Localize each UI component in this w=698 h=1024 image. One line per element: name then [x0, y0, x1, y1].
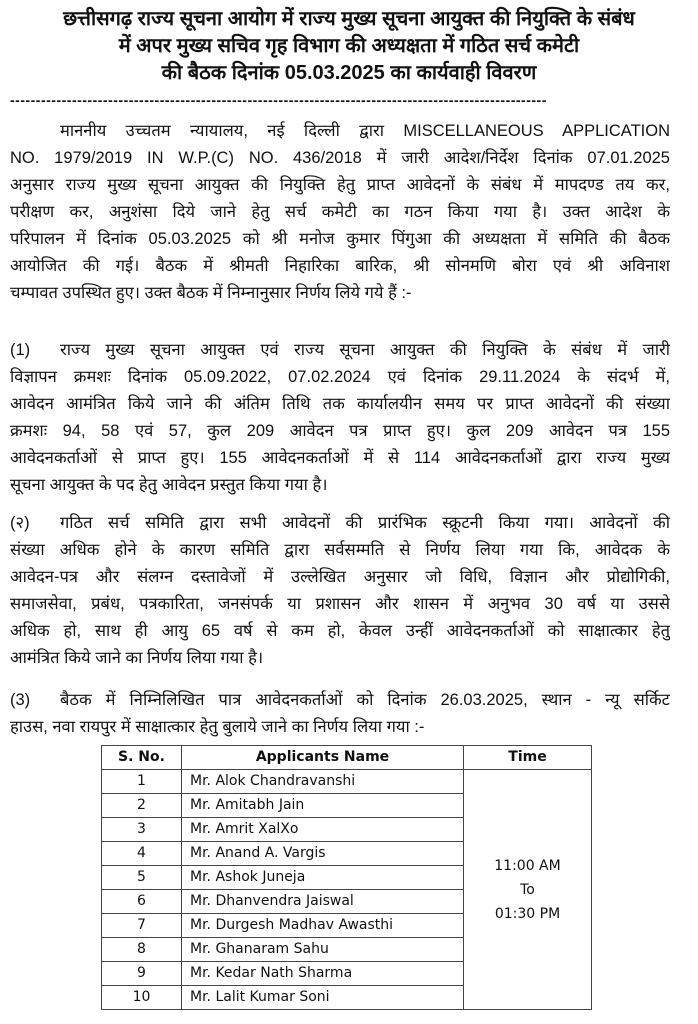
cell-sno: 1 [102, 770, 182, 794]
line-text: माननीय उच्चतम न्यायालय, नई दिल्ली द्वारा MISCELLANEOUS APPLICATION [60, 122, 670, 140]
paragraph-line [10, 687, 670, 714]
paragraph-line [10, 226, 670, 253]
cell-sno: 6 [102, 890, 182, 914]
line-text: समाजसेवा, प्रबंध, पत्रकारिता, जनसंपर्क या प्रशासन और शासन में अनुभव 30 वर्ष या उससे [10, 595, 670, 613]
line-text: आवेदनकर्ताओं से प्राप्त हुए। 155 आवेदनकर्ताओं में से 114 आवेदनकर्ताओं द्वारा राज्य मुख्य [10, 449, 670, 467]
line-text: हाउस, नवा रायपुर में साक्षात्कार हेतु बुलाये जाने का निर्णय लिया गया :- [10, 718, 425, 736]
cell-sno: 7 [102, 914, 182, 938]
cell-sno: 2 [102, 794, 182, 818]
cell-applicant-name: Mr. Anand A. Vargis [182, 842, 464, 866]
line-text: अधिक हो, साथ ही आयु 65 वर्ष से कम हो, केवल उन्हीं आवेदनकर्ताओं को साक्षात्कार हेतु [10, 622, 670, 640]
paragraph-line [10, 253, 670, 280]
paragraph-line [10, 172, 670, 199]
paragraph-number: (1) [10, 341, 31, 359]
paragraph-number: (3) [10, 691, 31, 709]
cell-applicant-name: Mr. Durgesh Madhav Awasthi [182, 914, 464, 938]
cell-sno: 4 [102, 842, 182, 866]
applicants-table [101, 745, 592, 1010]
line-text: आवेदन आमंत्रित किये जाने की अंतिम तिथि तक कार्यालयीन समय पर प्राप्त आवेदनों की संख्या [10, 395, 670, 413]
paragraph-line [10, 445, 670, 472]
line-text: विज्ञापन क्रमशः दिनांक 05.09.2022, 07.02.2024 एवं दिनांक 29.11.2024 के संदर्भ में, [10, 368, 670, 386]
cell-sno: 8 [102, 938, 182, 962]
line-text: परीक्षण कर, अनुशंसा दिये जाने हेतु सर्च कमेटी का गठन किया गया है। उक्त आदेश के [10, 203, 670, 221]
title-line: की बैठक दिनांक 05.03.2025 का कार्यवाही विवरण [161, 62, 537, 84]
time-to: To [520, 881, 535, 898]
line-text: गठित सर्च समिति द्वारा सभी आवेदनों की प्रारंभिक स्क्रूटनी किया गया। आवेदनों की [60, 514, 670, 532]
cell-applicant-name: Mr. Kedar Nath Sharma [182, 962, 464, 986]
cell-sno: 5 [102, 866, 182, 890]
cell-sno: 3 [102, 818, 182, 842]
separator-line: -------------------------------------------------------------------------------------------------------- [10, 92, 547, 108]
cell-applicant-name: Mr. Ghanaram Sahu [182, 938, 464, 962]
paragraph-line [10, 145, 670, 172]
paragraph-line [10, 418, 670, 445]
cell-sno: 9 [102, 962, 182, 986]
line-text: चम्पावत उपस्थित हुए। उक्त बैठक में निम्नानुसार निर्णय लिये गये हैं :- [10, 284, 412, 302]
line-text: सूचना आयुक्त के पद हेतु आवेदन प्रस्तुत किया गया है। [10, 476, 328, 494]
cell-applicant-name: Mr. Amrit XalXo [182, 818, 464, 842]
paragraph-1 [10, 337, 670, 499]
paragraph-line [10, 391, 670, 418]
line-text: आवेदन-पत्र और संलग्न दस्तावेजों में उल्लेखित अनुसार जो विधि, विज्ञान और प्रोद्योगिकी, [10, 568, 670, 586]
paragraph-line [10, 510, 670, 537]
line-text: संख्या अधिक होने के कारण समिति द्वारा सर्वसम्मति से निर्णय लिया गया कि, आवेदक के [10, 541, 670, 559]
paragraph-2 [10, 510, 670, 672]
table-row [102, 770, 592, 794]
line-text: बैठक में निम्निलिखित पात्र आवेदनकर्ताओं को दिनांक 26.03.2025, स्थान - न्यू सर्किट [60, 691, 670, 709]
cell-applicant-name: Mr. Amitabh Jain [182, 794, 464, 818]
paragraph-line [10, 364, 670, 391]
paragraph-line [10, 199, 670, 226]
paragraph-3 [10, 687, 670, 741]
paragraph-line [10, 618, 670, 645]
cell-applicant-name: Mr. Dhanvendra Jaiswal [182, 890, 464, 914]
paragraph-line [10, 564, 670, 591]
document-title [0, 6, 698, 87]
paragraph-line [10, 472, 670, 499]
line-text: आयोजित की गई। बैठक में श्रीमती निहारिका बारिक, श्री सोनमणि बोरा एवं श्री अविनाश [10, 257, 670, 275]
cell-applicant-name: Mr. Ashok Juneja [182, 866, 464, 890]
line-text: राज्य मुख्य सूचना आयुक्त एवं राज्य सूचना आयुक्त की नियुक्ति के संबंध में जारी [60, 341, 670, 359]
table-header-row [102, 746, 592, 770]
line-text: परिपालन में दिनांक 05.03.2025 को श्री मनोज कुमार पिंगुआ की अध्यक्षता में समिति की बैठक [10, 230, 670, 248]
line-text: NO. 1979/2019 IN W.P.(C) NO. 436/2018 में जारी आदेश/निर्देश दिनांक 07.01.2025 [10, 149, 670, 167]
line-text: अनुसार राज्य मुख्य सूचना आयुक्त की नियुक्ति हेतु प्राप्त आवेदनों के संबंध में मापदण्ड तय कर, [10, 176, 670, 194]
paragraph-line [10, 714, 670, 741]
header-time: Time [464, 746, 592, 770]
paragraph-line [10, 645, 670, 672]
header-sno: S. No. [102, 746, 182, 770]
paragraph-line [10, 337, 670, 364]
paragraph-line [10, 118, 670, 145]
paragraph-0 [10, 118, 670, 307]
cell-time [464, 770, 592, 1010]
paragraph-line [10, 280, 670, 307]
paragraph-line [10, 537, 670, 564]
header-name: Applicants Name [182, 746, 464, 770]
time-start: 11:00 AM [494, 857, 561, 874]
paragraph-line [10, 591, 670, 618]
cell-sno: 10 [102, 986, 182, 1010]
title-line: छत्तीसगढ़ राज्य सूचना आयोग में राज्य मुख्य सूचना आयुक्त की नियुक्ति के संबंध [63, 8, 635, 30]
line-text: आमंत्रित किये जाने का निर्णय लिया गया है। [10, 649, 264, 667]
title-line: में अपर मुख्य सचिव गृह विभाग की अध्यक्षता में गठित सर्च कमेटी [118, 35, 580, 57]
cell-applicant-name: Mr. Alok Chandravanshi [182, 770, 464, 794]
time-end: 01:30 PM [494, 905, 561, 922]
line-text: क्रमशः 94, 58 एवं 57, कुल 209 आवेदन पत्र प्राप्त हुए। कुल 209 आवेदन पत्र 155 [10, 422, 670, 440]
paragraph-number: (२) [10, 514, 30, 532]
cell-applicant-name: Mr. Lalit Kumar Soni [182, 986, 464, 1010]
